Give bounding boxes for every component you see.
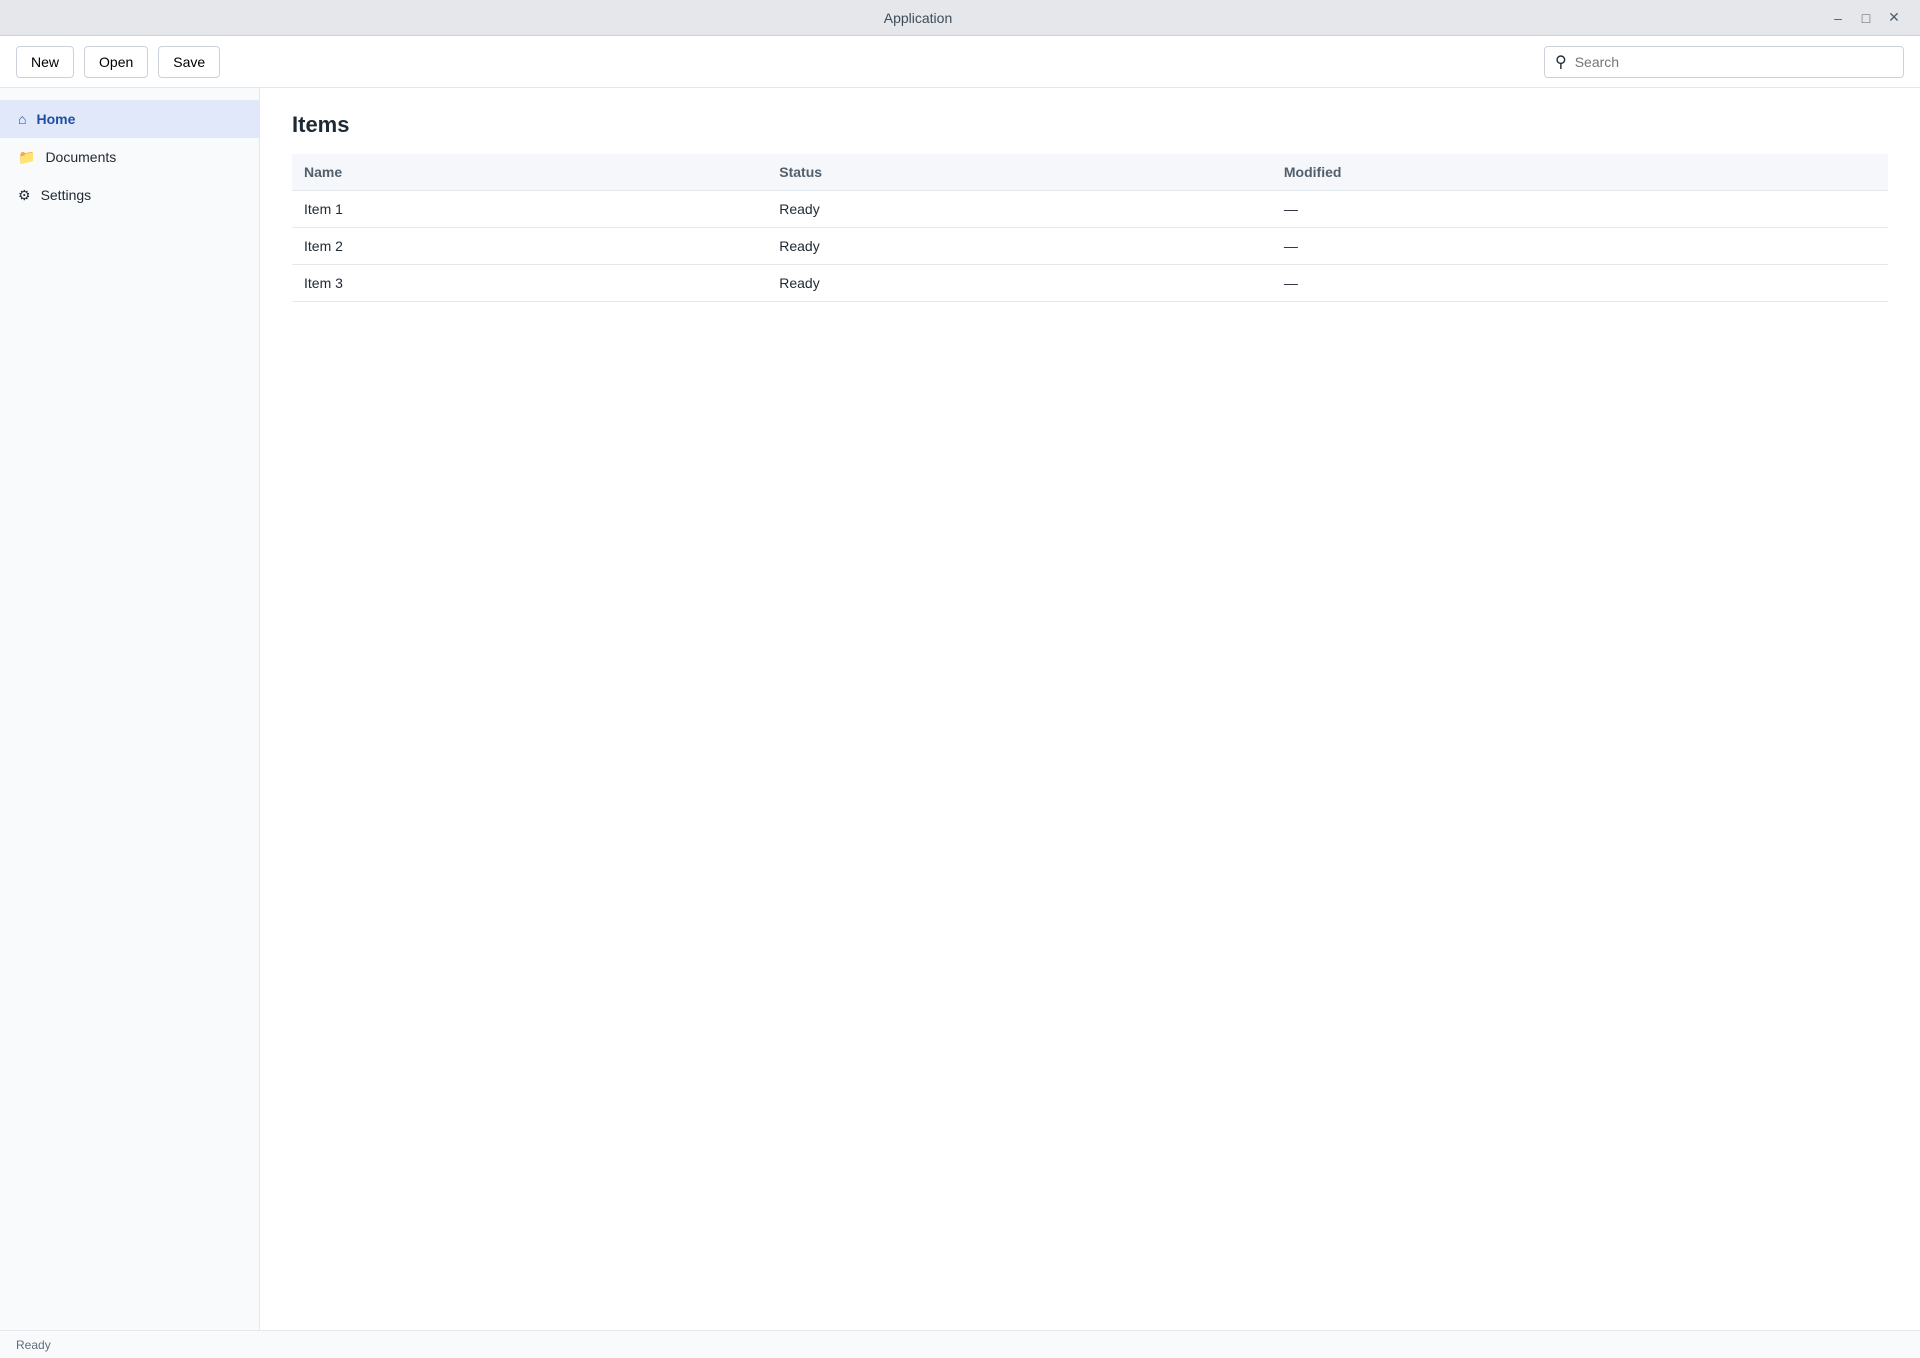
- window-title: Application: [883, 9, 953, 26]
- table-cell: Ready: [767, 265, 1272, 302]
- sidebar-item-documents[interactable]: [0, 138, 259, 176]
- status-bar: [0, 1330, 1920, 1358]
- table-cell: Item 3: [292, 265, 767, 302]
- table-cell: Ready: [767, 228, 1272, 265]
- toolbar: [0, 36, 1920, 88]
- table-cell: Item 1: [292, 191, 767, 228]
- search-box[interactable]: [1544, 46, 1904, 78]
- title-bar: [0, 0, 1920, 36]
- sidebar-item-label: Settings: [40, 187, 92, 203]
- gear-icon: ⚙: [18, 186, 31, 203]
- search-icon: ⚲: [1555, 53, 1567, 71]
- save-button[interactable]: Save: [158, 46, 220, 78]
- search-input[interactable]: [1575, 54, 1893, 70]
- table-cell: Ready: [767, 191, 1272, 228]
- table-cell: —: [1272, 228, 1888, 265]
- open-button[interactable]: Open: [84, 46, 148, 78]
- maximize-icon[interactable]: □: [1861, 9, 1871, 26]
- sidebar: [0, 88, 260, 1330]
- table-cell: Item 2: [292, 228, 767, 265]
- close-icon[interactable]: ✕: [1888, 9, 1900, 25]
- table-row[interactable]: [292, 265, 1888, 302]
- folder-icon: 📁: [18, 148, 36, 165]
- table-row[interactable]: [292, 228, 1888, 265]
- sidebar-item-settings[interactable]: [0, 176, 259, 214]
- new-button[interactable]: New: [16, 46, 74, 78]
- page-title: Items: [292, 112, 350, 137]
- items-table: [292, 154, 1888, 302]
- column-header[interactable]: Name: [292, 154, 767, 191]
- sidebar-item-label: Documents: [45, 149, 117, 165]
- sidebar-item-home[interactable]: [0, 100, 259, 138]
- table-row[interactable]: [292, 191, 1888, 228]
- table-cell: —: [1272, 191, 1888, 228]
- status-text: Ready: [16, 1337, 51, 1352]
- main-panel: [260, 88, 1920, 1330]
- home-icon: ⌂: [18, 111, 27, 127]
- content-area: [0, 88, 1920, 1330]
- sidebar-item-label: Home: [36, 111, 76, 127]
- column-header[interactable]: Modified: [1272, 154, 1888, 191]
- column-header[interactable]: Status: [767, 154, 1272, 191]
- minimize-icon[interactable]: –: [1834, 9, 1842, 26]
- table-cell: —: [1272, 265, 1888, 302]
- table-header-row: [292, 154, 1888, 191]
